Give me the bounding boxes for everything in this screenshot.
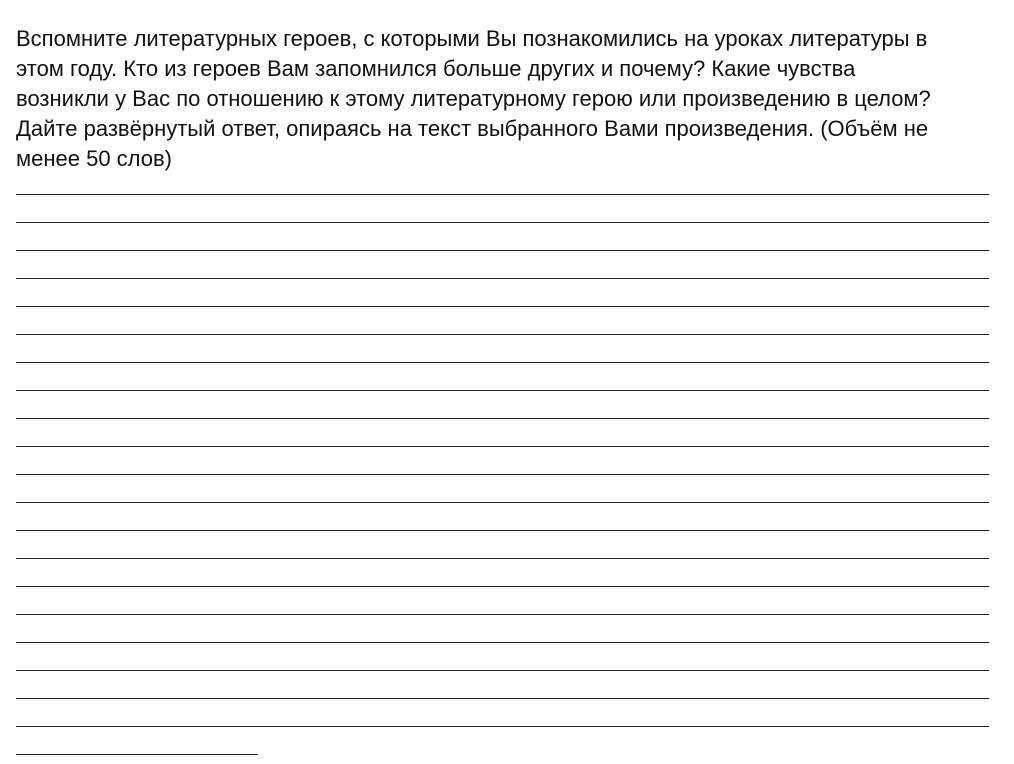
answer-line[interactable] [16,474,989,475]
prompt-line-1: Вспомните литературных героев, с которыми Вы познакомились на уроках литературы в [16,26,928,51]
answer-line[interactable] [16,418,989,419]
answer-line[interactable] [16,614,989,615]
answer-line[interactable] [16,390,989,391]
answer-line[interactable] [16,670,989,671]
answer-line[interactable] [16,558,989,559]
answer-line[interactable] [16,362,989,363]
answer-line[interactable] [16,586,989,587]
prompt-line-2: этом году. Кто из героев Вам запомнился больше других и почему? Какие чувства [16,56,856,81]
answer-line[interactable] [16,250,989,251]
answer-line[interactable] [16,530,989,531]
prompt-line-3: возникли у Вас по отношению к этому литературному герою или произведению в целом? [16,86,931,111]
answer-line[interactable] [16,222,989,223]
answer-line[interactable] [16,754,258,755]
answer-writing-area[interactable] [16,194,989,764]
prompt-line-4: Дайте развёрнутый ответ, опираясь на текст выбранного Вами произведения. (Объём не [16,116,929,141]
answer-line[interactable] [16,306,989,307]
answer-line[interactable] [16,446,989,447]
task-prompt [16,24,1001,174]
answer-line[interactable] [16,278,989,279]
answer-line[interactable] [16,502,989,503]
answer-line[interactable] [16,194,989,195]
prompt-line-5: менее 50 слов) [16,146,173,171]
answer-line[interactable] [16,726,989,727]
answer-line[interactable] [16,698,989,699]
answer-line[interactable] [16,334,989,335]
answer-line[interactable] [16,642,989,643]
